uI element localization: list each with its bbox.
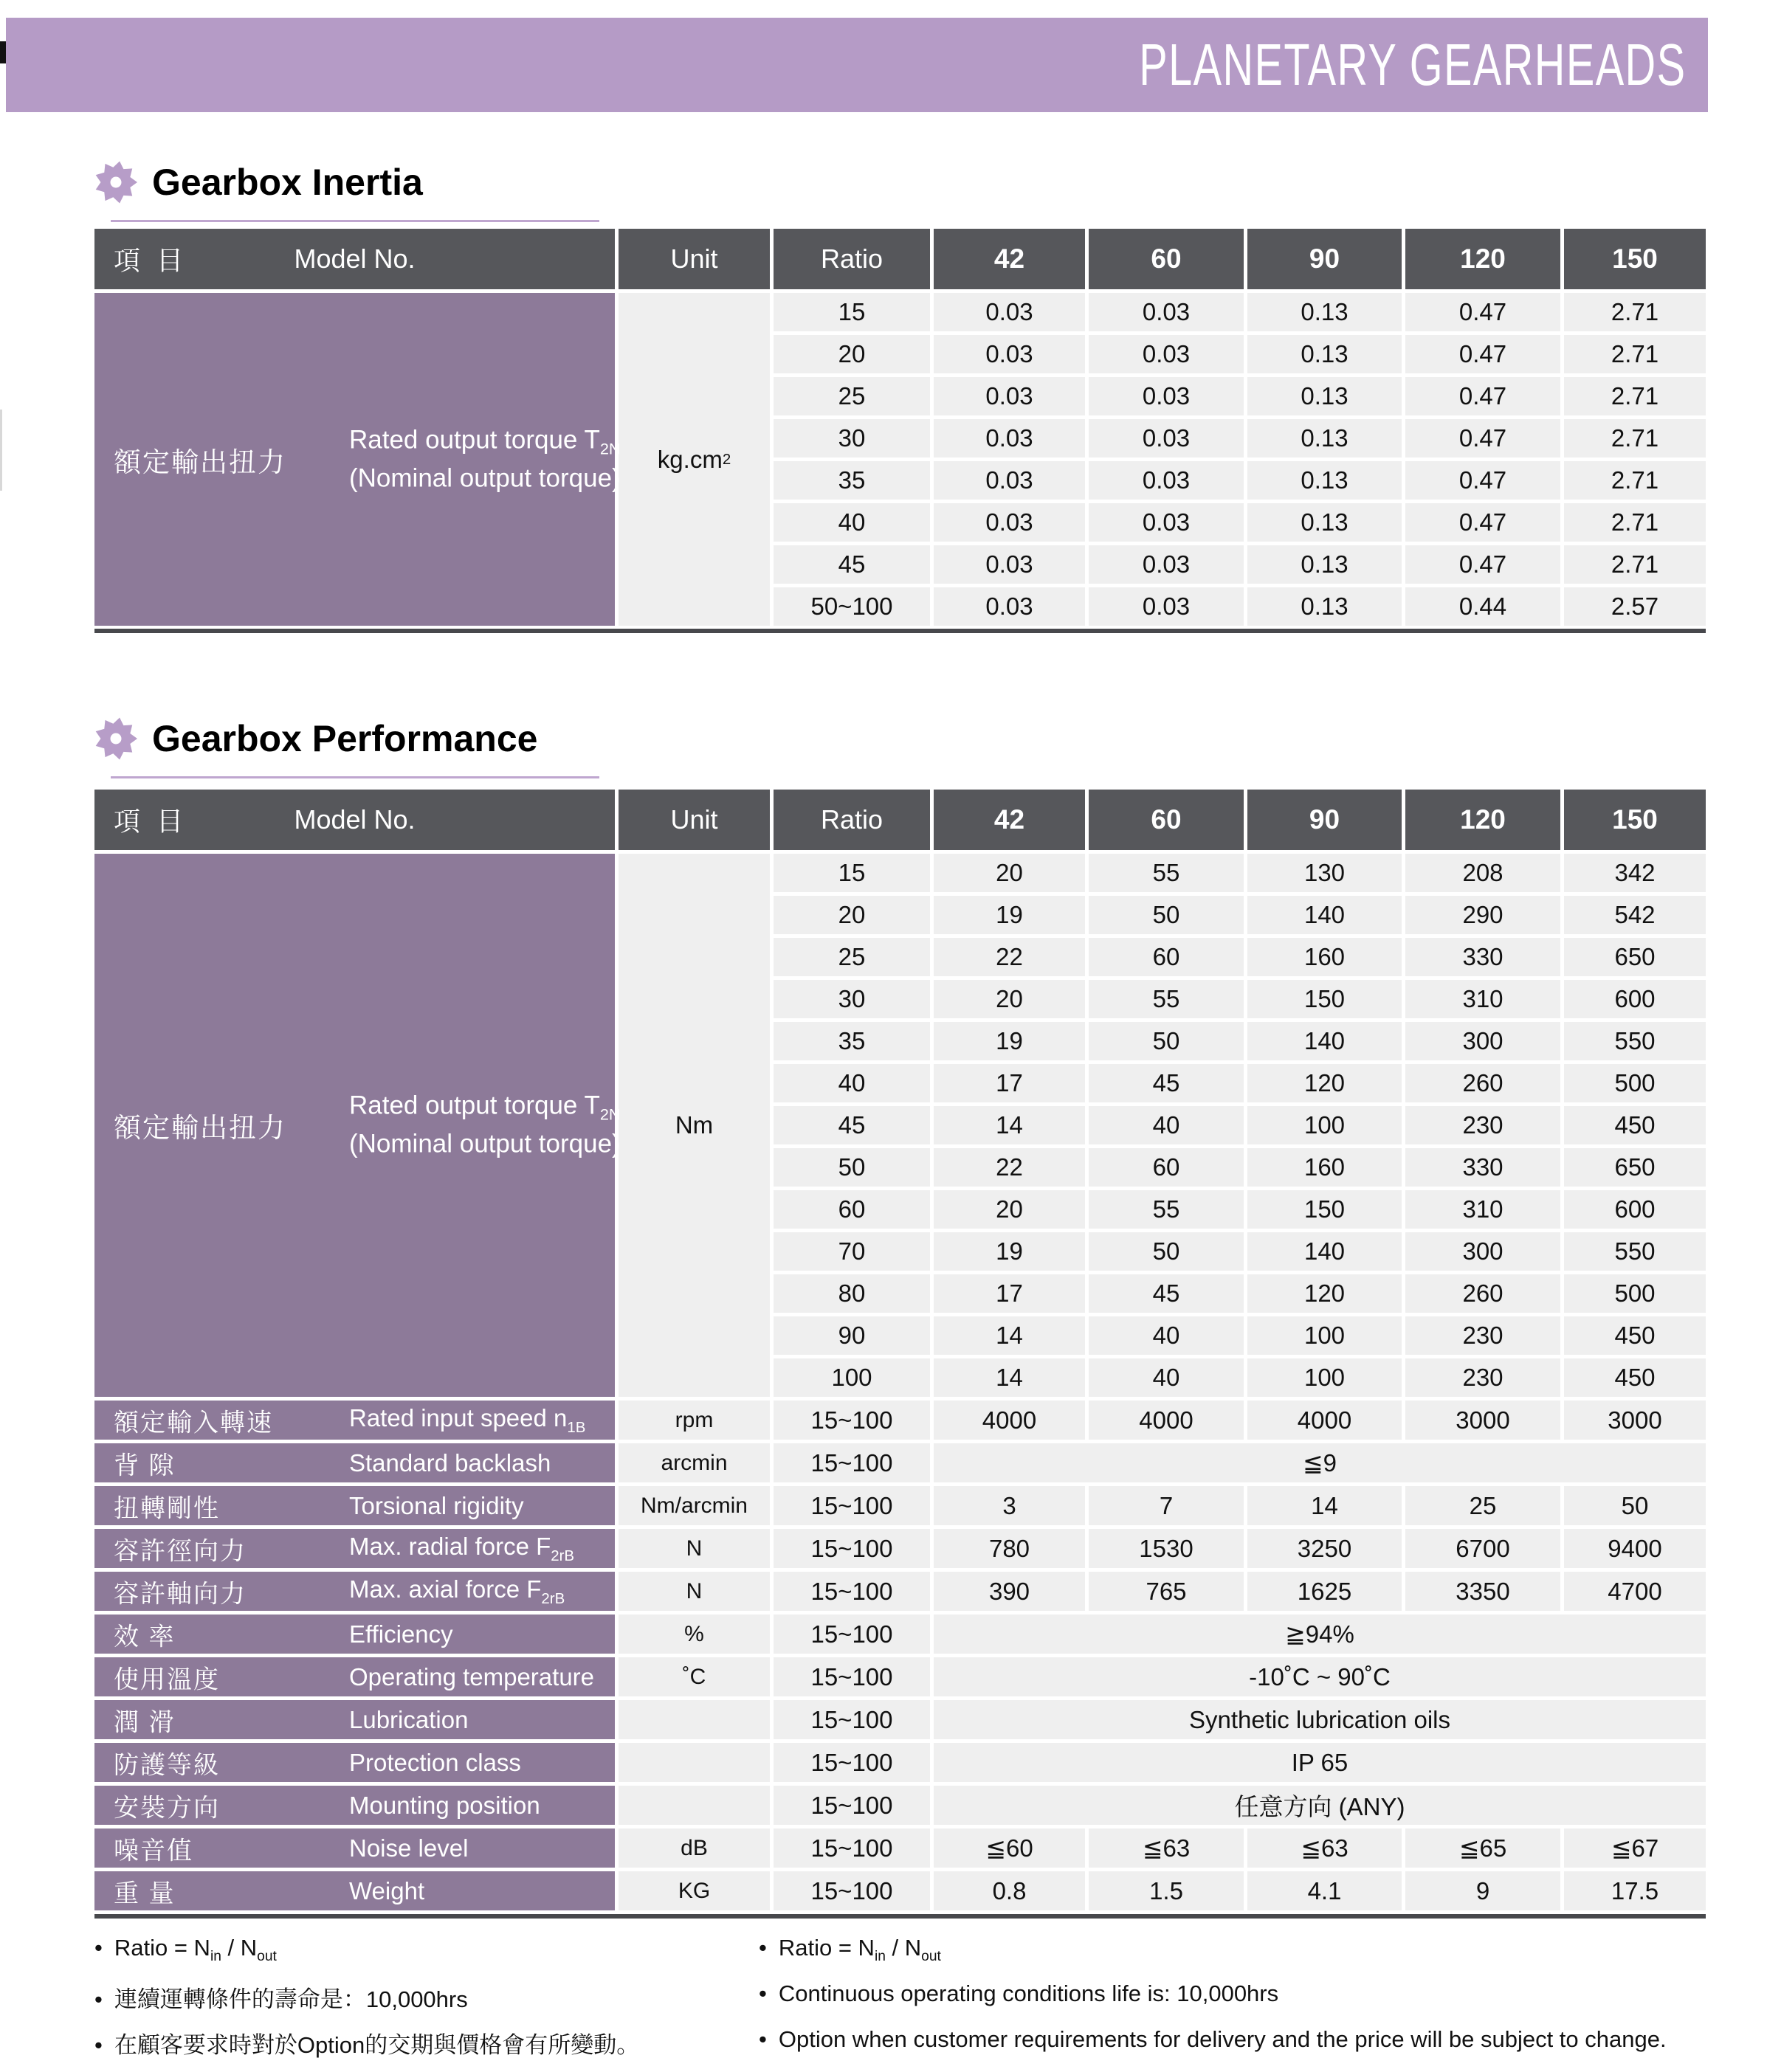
value-cell: 0.03 (934, 293, 1085, 331)
value-cell: 550 (1564, 1022, 1706, 1060)
value-cell: 0.47 (1405, 503, 1560, 542)
value-cell: 230 (1405, 1316, 1560, 1355)
value-cell: 230 (1405, 1106, 1560, 1144)
ratio-cell: 40 (774, 1064, 930, 1102)
value-cell: 150 (1247, 1190, 1402, 1229)
spec-label-cell (94, 1657, 615, 1696)
spec-label-en: Noise level (349, 1834, 469, 1862)
value-cell: 20 (934, 1190, 1085, 1229)
header-cell-ratio: Ratio (774, 229, 930, 289)
spec-span-cell: Synthetic lubrication oils (934, 1700, 1706, 1739)
value-cell: 1.5 (1089, 1871, 1244, 1910)
value-cell: 780 (934, 1529, 1085, 1568)
value-cell: 2.71 (1564, 419, 1706, 457)
spec-ratio-cell: 15~100 (774, 1700, 930, 1739)
footnote-option-zh: • 在顧客要求時對於Option的交期與價格會有所變動。 (94, 2026, 639, 2059)
row-label-cell (94, 293, 621, 626)
spec-ratio-cell: 15~100 (774, 1615, 930, 1654)
ratio-cell: 70 (774, 1232, 930, 1271)
value-cell: 50 (1564, 1486, 1706, 1525)
value-cell: 19 (934, 896, 1085, 934)
spec-label-zh: 潤 滑 (114, 1708, 176, 1736)
header-cell-120: 120 (1405, 229, 1560, 289)
ratio-cell: 40 (774, 503, 930, 542)
value-cell: 4000 (1089, 1401, 1244, 1440)
header-cell-42: 42 (934, 229, 1085, 289)
ratio-cell: 15 (774, 293, 930, 331)
value-cell: 0.13 (1247, 461, 1402, 500)
spec-label-en: Max. axial force $F_{2rB}$ (349, 1575, 565, 1607)
ratio-cell: 50~100 (774, 587, 930, 626)
spec-label-cell (94, 1401, 615, 1440)
ratio-cell: 50 (774, 1148, 930, 1187)
spec-label-cell (94, 1615, 615, 1654)
spec-label-en: Lubrication (349, 1705, 469, 1733)
value-cell: 14 (934, 1358, 1085, 1397)
value-cell: 120 (1247, 1064, 1402, 1102)
value-cell: 0.47 (1405, 419, 1560, 457)
spec-ratio-cell: 15~100 (774, 1486, 930, 1525)
header-cell-60: 60 (1089, 790, 1244, 850)
value-cell: 17.5 (1564, 1871, 1706, 1910)
value-cell: 390 (934, 1572, 1085, 1611)
spec-label-zh: 容許徑向力 (114, 1537, 247, 1565)
gear-icon (94, 717, 137, 760)
spec-label-en: Weight (349, 1876, 425, 1904)
value-cell: 9400 (1564, 1529, 1706, 1568)
header-model-label: Model No. (294, 244, 416, 274)
value-cell: 0.03 (1089, 503, 1244, 542)
value-cell: 0.13 (1247, 335, 1402, 373)
value-cell: 0.13 (1247, 587, 1402, 626)
value-cell: 0.03 (934, 503, 1085, 542)
value-cell: ≦65 (1405, 1828, 1560, 1868)
spec-label-cell (94, 1572, 615, 1611)
ratio-cell: 30 (774, 980, 930, 1018)
value-cell: 100 (1247, 1358, 1402, 1397)
value-cell: 4000 (1247, 1401, 1402, 1440)
value-cell: 22 (934, 1148, 1085, 1187)
spec-ratio-cell: 15~100 (774, 1443, 930, 1482)
value-cell: 550 (1564, 1232, 1706, 1271)
value-cell: 2.71 (1564, 293, 1706, 331)
ratio-cell: 15 (774, 854, 930, 892)
header-cell-42: 42 (934, 790, 1085, 850)
row-label-en: Rated output torque $T_{2N}$ (Nominal output torque) (349, 424, 621, 493)
header-cell-60: 60 (1089, 229, 1244, 289)
value-cell: 0.47 (1405, 377, 1560, 415)
value-cell: 0.03 (934, 461, 1085, 500)
value-cell: 765 (1089, 1572, 1244, 1611)
value-cell: 60 (1089, 1148, 1244, 1187)
value-cell: 450 (1564, 1358, 1706, 1397)
spec-unit-cell: ˚C (619, 1657, 770, 1696)
value-cell: 6700 (1405, 1529, 1560, 1568)
spec-label-zh: 安裝方向 (114, 1794, 220, 1822)
spec-unit-cell: rpm (619, 1401, 770, 1440)
value-cell: 40 (1089, 1358, 1244, 1397)
spec-label-en: Efficiency (349, 1620, 453, 1648)
value-cell: 2.57 (1564, 587, 1706, 626)
banner-title: PLANETARY GEARHEADS (1138, 32, 1686, 97)
value-cell: 2.71 (1564, 545, 1706, 584)
value-cell: 0.03 (934, 335, 1085, 373)
value-cell: 3250 (1247, 1529, 1402, 1568)
spec-label-en: Protection class (349, 1748, 521, 1776)
header-cell-model (94, 229, 615, 289)
value-cell: 19 (934, 1232, 1085, 1271)
value-cell: 260 (1405, 1064, 1560, 1102)
value-cell: 9 (1405, 1871, 1560, 1910)
spec-label-zh: 扭轉剛性 (114, 1494, 220, 1522)
performance-spec-rows (94, 1401, 1706, 1910)
value-cell: 25 (1405, 1486, 1560, 1525)
spec-ratio-cell: 15~100 (774, 1401, 930, 1440)
value-cell: 17 (934, 1274, 1085, 1313)
value-cell: 100 (1247, 1106, 1402, 1144)
spec-label-zh: 使用溫度 (114, 1665, 220, 1693)
header-cell-model (94, 790, 615, 850)
header-model-label: Model No. (294, 804, 416, 835)
spec-ratio-cell: 15~100 (774, 1657, 930, 1696)
value-cell: 0.47 (1405, 461, 1560, 500)
header-cell-90: 90 (1247, 790, 1402, 850)
value-cell: 330 (1405, 938, 1560, 976)
value-cell: 160 (1247, 1148, 1402, 1187)
value-cell: 55 (1089, 854, 1244, 892)
value-cell: ≦67 (1564, 1828, 1706, 1868)
spec-unit-cell (619, 1700, 770, 1739)
value-cell: 650 (1564, 1148, 1706, 1187)
spec-label-en: Mounting position (349, 1791, 540, 1819)
ratio-cell: 35 (774, 1022, 930, 1060)
value-cell: 290 (1405, 896, 1560, 934)
value-cell: 40 (1089, 1316, 1244, 1355)
header-cell-90: 90 (1247, 229, 1402, 289)
value-cell: 0.03 (1089, 293, 1244, 331)
footnote-life-en: • Continuous operating conditions life is: 10,000hrs (759, 1981, 1278, 2007)
value-cell: 0.03 (934, 377, 1085, 415)
footnote-ratio-formula: • Ratio = $N_{in} / N_{out}$ (94, 1935, 277, 1965)
value-cell: 20 (934, 980, 1085, 1018)
value-cell: ≦63 (1089, 1828, 1244, 1868)
row-label-cell (94, 854, 621, 1397)
spec-label-zh: 額定輸入轉速 (114, 1409, 273, 1437)
value-cell: 0.03 (934, 419, 1085, 457)
value-cell: 500 (1564, 1064, 1706, 1102)
value-cell: 0.03 (1089, 335, 1244, 373)
spec-label-cell (94, 1743, 615, 1782)
unit-cell: Nm (619, 854, 770, 1397)
value-cell: 1625 (1247, 1572, 1402, 1611)
ratio-cell: 80 (774, 1274, 930, 1313)
spec-unit-cell (619, 1786, 770, 1825)
spec-ratio-cell: 15~100 (774, 1871, 930, 1910)
value-cell: 55 (1089, 980, 1244, 1018)
value-cell: 0.47 (1405, 545, 1560, 584)
spec-label-en: Rated input speed $n_{1B}$ (349, 1403, 586, 1436)
spec-label-zh: 背 隙 (114, 1451, 176, 1479)
value-cell: 0.47 (1405, 335, 1560, 373)
spec-unit-cell: arcmin (619, 1443, 770, 1482)
value-cell: 0.13 (1247, 293, 1402, 331)
value-cell: 0.03 (1089, 377, 1244, 415)
value-cell: 4700 (1564, 1572, 1706, 1611)
ratio-cell: 45 (774, 1106, 930, 1144)
spec-label-zh: 防護等級 (114, 1751, 220, 1779)
spec-ratio-cell: 15~100 (774, 1529, 930, 1568)
spec-label-en: Operating temperature (349, 1662, 595, 1691)
value-cell: 330 (1405, 1148, 1560, 1187)
value-cell: 450 (1564, 1106, 1706, 1144)
value-cell: 3350 (1405, 1572, 1560, 1611)
value-cell: 310 (1405, 980, 1560, 1018)
section-title-inertia (94, 161, 423, 204)
header-cell-150: 150 (1564, 229, 1706, 289)
footnote-life-zh: • 連續運轉條件的壽命是：10,000hrs (94, 1981, 468, 2014)
value-cell: 2.71 (1564, 335, 1706, 373)
value-cell: 50 (1089, 896, 1244, 934)
value-cell: 0.13 (1247, 377, 1402, 415)
inertia-table-body (94, 293, 1706, 626)
value-cell: 3000 (1564, 1401, 1706, 1440)
spec-unit-cell: Nm/arcmin (619, 1486, 770, 1525)
spec-unit-cell: % (619, 1615, 770, 1654)
spec-ratio-cell: 15~100 (774, 1828, 930, 1868)
scan-artifact-line (0, 410, 2, 491)
value-cell: 0.13 (1247, 503, 1402, 542)
spec-label-zh: 容許軸向力 (114, 1580, 247, 1608)
value-cell: 14 (1247, 1486, 1402, 1525)
spec-ratio-cell: 15~100 (774, 1786, 930, 1825)
performance-table-header (94, 790, 1706, 850)
ratio-cell: 30 (774, 419, 930, 457)
spec-label-en: Max. radial force $F_{2rB}$ (349, 1532, 575, 1564)
spec-span-cell: 任意方向 (ANY) (934, 1786, 1706, 1825)
ratio-cell: 20 (774, 335, 930, 373)
header-item-label: 項 目 (114, 806, 188, 837)
value-cell: 3 (934, 1486, 1085, 1525)
value-cell: 140 (1247, 1022, 1402, 1060)
value-cell: 60 (1089, 938, 1244, 976)
unit-cell: kg.cm 2 (619, 293, 770, 626)
value-cell: 310 (1405, 1190, 1560, 1229)
value-cell: 600 (1564, 1190, 1706, 1229)
value-cell: 500 (1564, 1274, 1706, 1313)
value-cell: 14 (934, 1106, 1085, 1144)
header-cell-120: 120 (1405, 790, 1560, 850)
table-bottom-rule (94, 1914, 1706, 1919)
spec-label-cell (94, 1700, 615, 1739)
ratio-cell: 20 (774, 896, 930, 934)
value-cell: 0.03 (934, 587, 1085, 626)
value-cell: 40 (1089, 1106, 1244, 1144)
header-cell-unit: Unit (619, 790, 770, 850)
spec-unit-cell: dB (619, 1828, 770, 1868)
value-cell: 130 (1247, 854, 1402, 892)
spec-ratio-cell: 15~100 (774, 1743, 930, 1782)
value-cell: 4.1 (1247, 1871, 1402, 1910)
value-cell: 0.13 (1247, 419, 1402, 457)
spec-unit-cell (619, 1743, 770, 1782)
spec-span-cell: IP 65 (934, 1743, 1706, 1782)
header-cell-ratio: Ratio (774, 790, 930, 850)
value-cell: 650 (1564, 938, 1706, 976)
value-cell: 7 (1089, 1486, 1244, 1525)
value-cell: 55 (1089, 1190, 1244, 1229)
header-cell-150: 150 (1564, 790, 1706, 850)
spec-label-cell (94, 1486, 615, 1525)
table-bottom-rule (94, 629, 1706, 633)
value-cell: 542 (1564, 896, 1706, 934)
spec-span-cell: -10˚C ~ 90˚C (934, 1657, 1706, 1696)
value-cell: 45 (1089, 1274, 1244, 1313)
section-heading: Gearbox Inertia (152, 162, 423, 203)
spec-label-cell (94, 1871, 615, 1910)
page-banner (6, 18, 1708, 112)
spec-label-cell (94, 1828, 615, 1868)
value-cell: 50 (1089, 1022, 1244, 1060)
spec-span-cell: ≦9 (934, 1443, 1706, 1482)
value-cell: 100 (1247, 1316, 1402, 1355)
ratio-cell: 45 (774, 545, 930, 584)
row-label-zh: 額定輸出扭力 (114, 446, 286, 477)
footnote-option-en: • Option when customer requirements for delivery and the price will be subject to change. (759, 2026, 1667, 2053)
ratio-cell: 60 (774, 1190, 930, 1229)
spec-label-cell (94, 1786, 615, 1825)
value-cell: ≦60 (934, 1828, 1085, 1868)
value-cell: 1530 (1089, 1529, 1244, 1568)
value-cell: 22 (934, 938, 1085, 976)
spec-label-zh: 效 率 (114, 1623, 176, 1651)
value-cell: 45 (1089, 1064, 1244, 1102)
section-heading: Gearbox Performance (152, 718, 538, 759)
value-cell: 120 (1247, 1274, 1402, 1313)
value-cell: 260 (1405, 1274, 1560, 1313)
value-cell: 230 (1405, 1358, 1560, 1397)
value-cell: 2.71 (1564, 377, 1706, 415)
value-cell: 160 (1247, 938, 1402, 976)
spec-label-cell (94, 1443, 615, 1482)
spec-unit-cell: N (619, 1529, 770, 1568)
value-cell: 3000 (1405, 1401, 1560, 1440)
value-cell: 600 (1564, 980, 1706, 1018)
value-cell: 450 (1564, 1316, 1706, 1355)
value-cell: 0.47 (1405, 293, 1560, 331)
spec-label-en: Standard backlash (349, 1448, 551, 1477)
spec-unit-cell: N (619, 1572, 770, 1611)
title-underline (111, 220, 599, 222)
value-cell: 0.03 (1089, 587, 1244, 626)
spec-label-zh: 重 量 (114, 1879, 176, 1907)
spec-span-cell: ≧94% (934, 1615, 1706, 1654)
value-cell: 150 (1247, 980, 1402, 1018)
ratio-cell: 25 (774, 377, 930, 415)
ratio-cell: 35 (774, 461, 930, 500)
spec-unit-cell: KG (619, 1871, 770, 1910)
value-cell: 4000 (934, 1401, 1085, 1440)
value-cell: 2.71 (1564, 503, 1706, 542)
value-cell: 0.13 (1247, 545, 1402, 584)
value-cell: 0.03 (1089, 545, 1244, 584)
footnote-ratio-formula: • Ratio = $N_{in} / N_{out}$ (759, 1935, 941, 1965)
value-cell: 0.44 (1405, 587, 1560, 626)
inertia-table-header (94, 229, 1706, 289)
value-cell: 0.03 (1089, 419, 1244, 457)
ratio-cell: 100 (774, 1358, 930, 1397)
value-cell: 140 (1247, 896, 1402, 934)
spec-label-zh: 噪音值 (114, 1837, 193, 1865)
value-cell: 17 (934, 1064, 1085, 1102)
value-cell: 300 (1405, 1232, 1560, 1271)
value-cell: 0.03 (934, 545, 1085, 584)
value-cell: 0.8 (934, 1871, 1085, 1910)
row-label-en: Rated output torque $T_{2N}$ (Nominal output torque) (349, 1091, 621, 1158)
value-cell: 14 (934, 1316, 1085, 1355)
gear-icon (94, 161, 137, 204)
value-cell: 208 (1405, 854, 1560, 892)
value-cell: 140 (1247, 1232, 1402, 1271)
value-cell: 19 (934, 1022, 1085, 1060)
ratio-cell: 25 (774, 938, 930, 976)
spec-ratio-cell: 15~100 (774, 1572, 930, 1611)
header-item-label: 項 目 (114, 245, 188, 276)
row-label-zh: 額定輸出扭力 (114, 1113, 286, 1143)
value-cell: 342 (1564, 854, 1706, 892)
section-title-performance (94, 717, 537, 760)
value-cell: 50 (1089, 1232, 1244, 1271)
title-underline (111, 776, 599, 778)
value-cell: 20 (934, 854, 1085, 892)
value-cell: 300 (1405, 1022, 1560, 1060)
value-cell: ≦63 (1247, 1828, 1402, 1868)
spec-label-en: Torsional rigidity (349, 1491, 524, 1519)
spec-label-cell (94, 1529, 615, 1568)
performance-table-body (94, 854, 1706, 1397)
header-cell-unit: Unit (619, 229, 770, 289)
value-cell: 0.03 (1089, 461, 1244, 500)
ratio-cell: 90 (774, 1316, 930, 1355)
value-cell: 2.71 (1564, 461, 1706, 500)
